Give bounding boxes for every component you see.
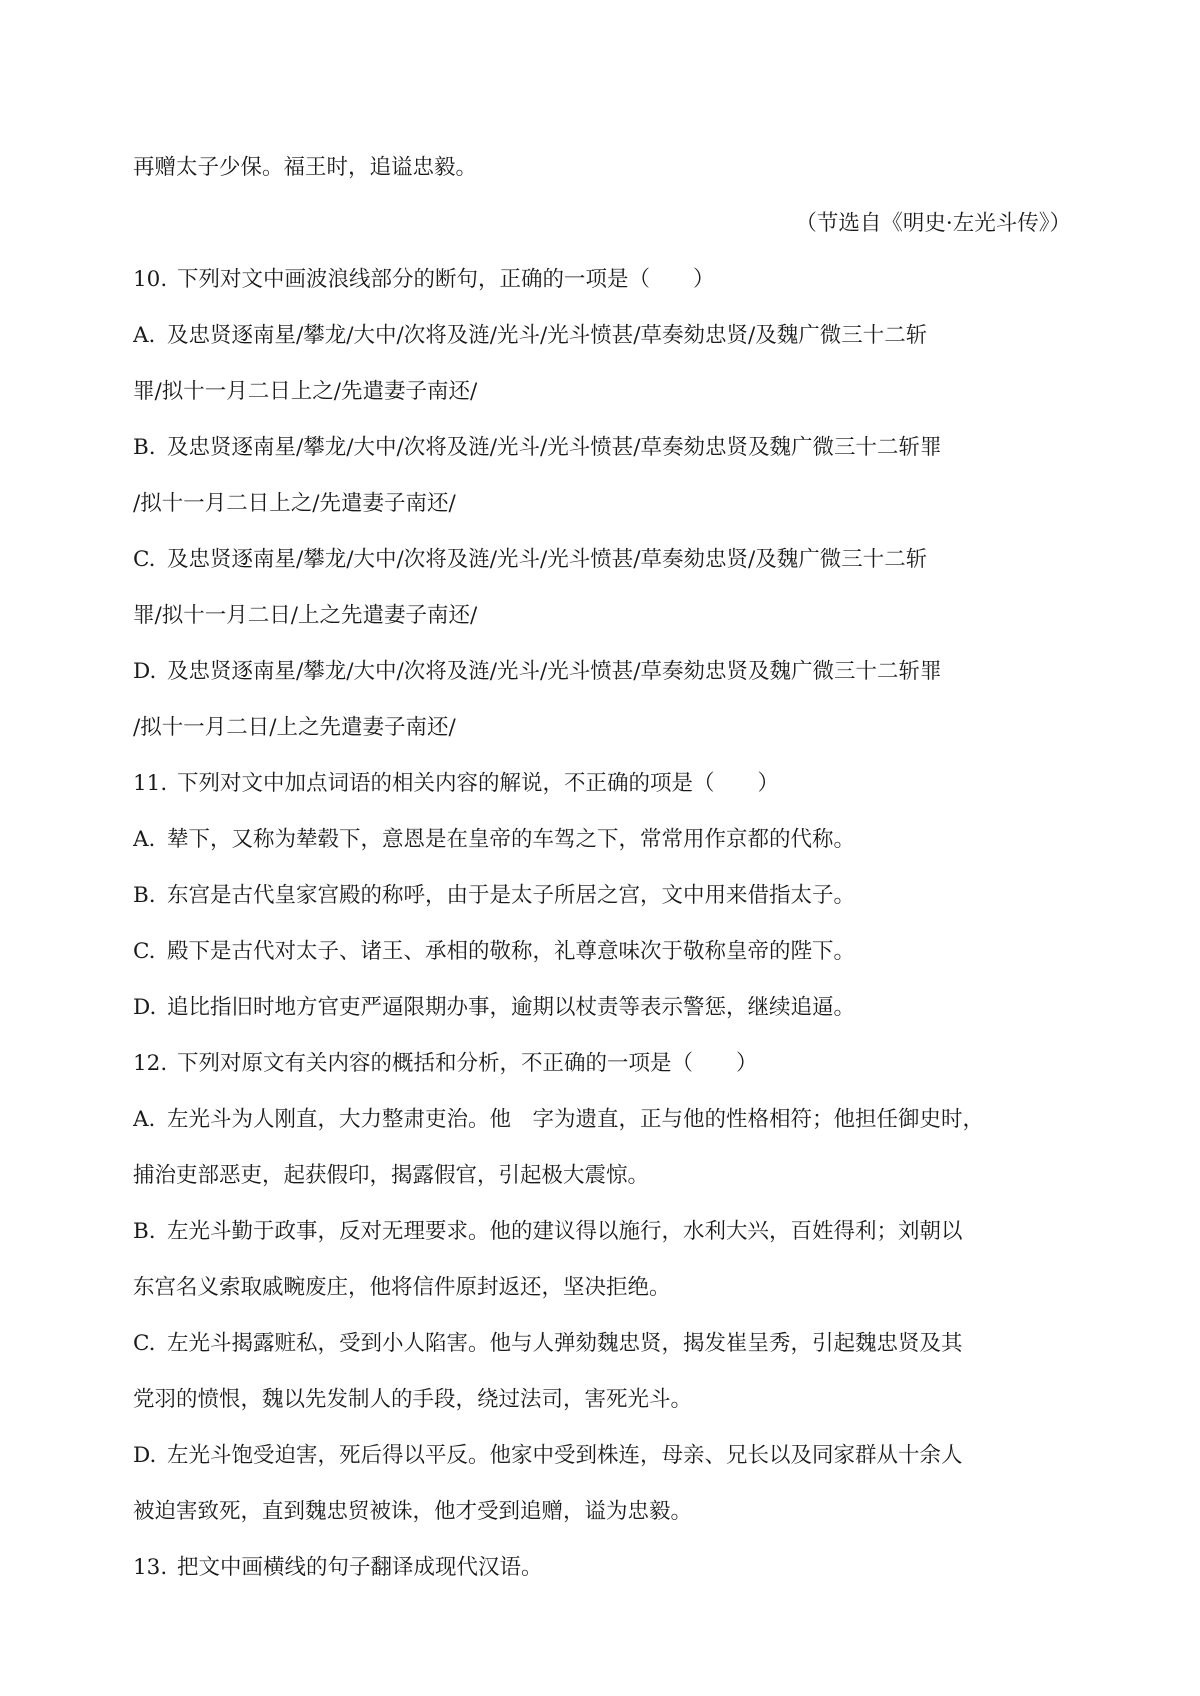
q11-option-c (133, 924, 1073, 980)
question-10-stem (133, 252, 1073, 308)
option-label: A. (133, 827, 156, 852)
q10-option-b-cont: /拟十一月二日上之/先遣妻子南还/ (133, 491, 456, 516)
q10-option-c-cont: 罪/拟十一月二日/上之先遣妻子南还/ (133, 603, 478, 628)
q10-option-c (133, 532, 1073, 588)
option-label: A. (133, 1107, 156, 1132)
option-label: D. (133, 659, 157, 684)
q12-option-a (133, 1092, 1073, 1148)
q12-option-d-cont: 被迫害致死，直到魏忠贸被诛，他才受到追赠，谥为忠毅。 (133, 1499, 693, 1524)
option-text: 及忠贤逐南星/攀龙/大中/次将及涟/光斗/光斗愤甚/草奏劾忠贤及魏广微三十二斩罪 (167, 659, 942, 684)
passage-end-line: 再赠太子少保。福王时，追谥忠毅。 (133, 155, 478, 180)
option-text: 左光斗饱受迫害，死后得以平反。他家中受到株连，母亲、兄长以及同家群从十余人 (167, 1443, 963, 1468)
option-label: B. (133, 1219, 156, 1244)
document-page (133, 140, 1073, 1596)
option-label: C. (133, 939, 156, 964)
question-number: 10. (133, 267, 168, 292)
question-11-stem (133, 756, 1073, 812)
q10-option-d-cont: /拟十一月二日/上之先遣妻子南还/ (133, 715, 456, 740)
q11-option-a (133, 812, 1073, 868)
q10-option-b (133, 420, 1073, 476)
q12-option-b-cont: 东宫名义索取戚畹废庄，他将信件原封返还，坚决拒绝。 (133, 1275, 671, 1300)
option-label: C. (133, 1331, 156, 1356)
option-label: D. (133, 1443, 157, 1468)
q12-option-d (133, 1428, 1073, 1484)
question-stem-text: 下列对文中画波浪线部分的断句，正确的一项是（ ） (177, 267, 715, 292)
q12-option-a-cont: 捕治吏部恶吏，起获假印，揭露假官，引起极大震惊。 (133, 1163, 650, 1188)
q10-option-a (133, 308, 1073, 364)
question-stem-text: 下列对原文有关内容的概括和分析，不正确的一项是（ ） (177, 1051, 758, 1076)
option-text: 及忠贤逐南星/攀龙/大中/次将及涟/光斗/光斗愤甚/草奏劾忠贤/及魏广微三十二斩 (167, 547, 928, 572)
q11-option-b (133, 868, 1073, 924)
option-text: 辇下，又称为辇毂下，意恩是在皇帝的车驾之下，常常用作京都的代称。 (167, 827, 856, 852)
option-label: A. (133, 323, 156, 348)
option-text: 殿下是古代对太子、诸王、承相的敬称，礼尊意味次于敬称皇帝的陛下。 (167, 939, 856, 964)
option-text: 左光斗勤于政事，反对无理要求。他的建议得以施行，水利大兴，百姓得利；刘朝以 (167, 1219, 963, 1244)
q10-option-d (133, 644, 1073, 700)
option-text: 及忠贤逐南星/攀龙/大中/次将及涟/光斗/光斗愤甚/草奏劾忠贤/及魏广微三十二斩 (167, 323, 928, 348)
q10-option-a-cont: 罪/拟十一月二日上之/先遣妻子南还/ (133, 379, 478, 404)
option-text: 东宫是古代皇家宫殿的称呼，由于是太子所居之宫，文中用来借指太子。 (167, 883, 856, 908)
question-number: 12. (133, 1051, 168, 1076)
option-text: 及忠贤逐南星/攀龙/大中/次将及涟/光斗/光斗愤甚/草奏劾忠贤及魏广微三十二斩罪 (167, 435, 942, 460)
question-stem-text: 下列对文中加点词语的相关内容的解说，不正确的项是（ ） (177, 771, 780, 796)
option-label: D. (133, 995, 157, 1020)
question-12-stem (133, 1036, 1073, 1092)
option-text: 左光斗为人刚直，大力整肃吏治。他 字为遗直，正与他的性格相符；他担任御史时， (167, 1107, 985, 1132)
option-text: 追比指旧时地方官吏严逼限期办事，逾期以杖责等表示警惩，继续追逼。 (167, 995, 856, 1020)
passage-source: （节选自《明史·左光斗传》） (795, 211, 1071, 236)
q12-option-c-cont: 党羽的愤恨，魏以先发制人的手段，绕过法司，害死光斗。 (133, 1387, 693, 1412)
q11-option-d (133, 980, 1073, 1036)
option-label: B. (133, 883, 156, 908)
question-stem-text: 把文中画横线的句子翻译成现代汉语。 (177, 1555, 543, 1580)
option-label: B. (133, 435, 156, 460)
question-number: 13. (133, 1555, 168, 1580)
option-label: C. (133, 547, 156, 572)
question-13-stem (133, 1540, 1073, 1596)
q12-option-c (133, 1316, 1073, 1372)
option-text: 左光斗揭露赃私，受到小人陷害。他与人弹劾魏忠贤，揭发崔呈秀，引起魏忠贤及其 (167, 1331, 963, 1356)
q12-option-b (133, 1204, 1073, 1260)
question-number: 11. (133, 771, 168, 796)
